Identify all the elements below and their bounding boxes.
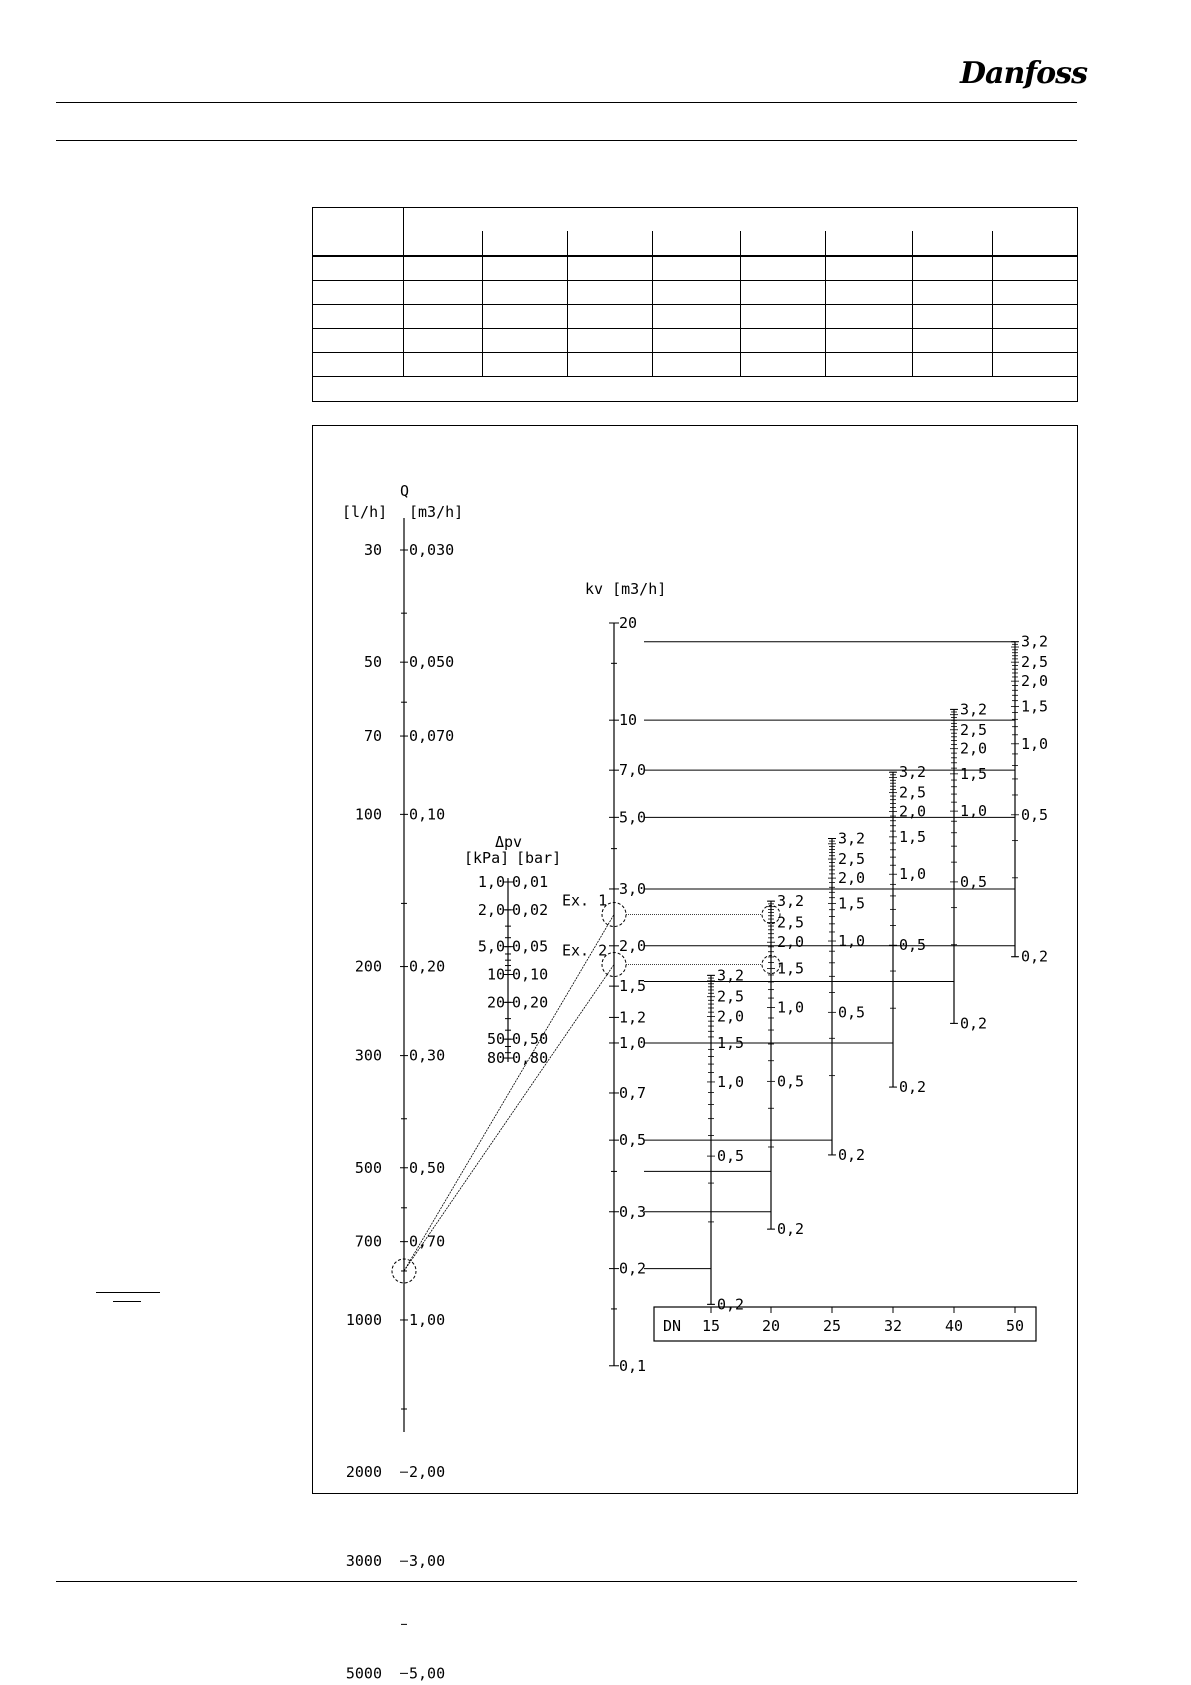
kv-axis-label: 20 [619,614,638,632]
dn-scale-label: 1,5 [838,894,866,913]
kv-axis-label: 3,0 [619,879,647,898]
flow-axis-label-lh: 5000 [345,1664,382,1683]
dn-scale-label: 2,5 [777,913,805,932]
dp-axis-label-kpa: 1,0 [477,873,505,891]
dn-scale-label: 1,0 [960,802,988,821]
footer-rule [56,1581,1077,1582]
dn-legend-label: DN [663,1317,682,1335]
flow-axis-label-m3h: 3,00 [409,1552,446,1571]
dn-scale-label: 1,0 [717,1072,745,1091]
flow-axis-label-m3h: 0,70 [409,1232,446,1251]
dn-scale-label: 1,0 [899,865,927,884]
flow-axis-label-m3h: 2,00 [409,1463,446,1482]
logo-wordmark: Danfoss [960,56,1087,91]
dn-scale-label: 3,2 [717,966,745,985]
kv-axis-label: 0,7 [619,1083,647,1102]
dn-scale-label: 2,0 [717,1007,745,1026]
dp-axis-label-kpa: 20 [486,993,505,1012]
dn-scale-label: 2,5 [1021,653,1049,672]
dn-scale-label: 2,0 [899,802,927,821]
dp-axis-label-bar: 0,01 [512,873,549,891]
dp-axis-name: Δpv [495,833,523,851]
dn-scale-label: 1,5 [717,1033,745,1052]
dn-scale-label: 2,5 [717,987,745,1006]
dn-scale-label: 1,0 [1021,734,1049,753]
example-label: Ex. 2 [562,941,608,960]
flow-axis-units-left: [l/h] [342,503,388,521]
dn-legend-value: 15 [701,1317,721,1335]
dp-axis-units-left: [kPa] [464,849,510,867]
dn-scale-label: 0,5 [717,1147,745,1166]
dn-scale-label: 0,5 [1021,805,1049,824]
kv-axis-label: 10 [619,711,638,730]
dn-scale-label: 1,5 [777,959,805,978]
flow-axis-label-m3h: 0,30 [409,1046,446,1065]
flow-axis-label-lh: 200 [354,957,382,976]
dn-scale-label: 1,0 [838,932,866,951]
flow-axis-label-m3h: 0,030 [409,541,455,559]
dn-legend-value: 32 [883,1317,903,1335]
dp-axis-label-bar: 0,10 [512,965,549,984]
flow-axis-label-lh: 300 [354,1046,382,1065]
kv-axis-label: 0,3 [619,1202,647,1221]
kv-axis-label: 1,2 [619,1008,647,1027]
dn-legend-value: 50 [1005,1317,1025,1335]
dn-scale-label: 2,0 [777,933,805,952]
dp-axis-label-bar: 0,80 [512,1049,549,1068]
dn-legend-value: 20 [761,1317,781,1335]
flow-axis-label-lh: 3000 [345,1552,382,1571]
flow-axis-label-lh: 500 [354,1158,382,1177]
dp-axis-units-right: [bar] [516,849,562,867]
flow-axis-label-lh: 30 [363,541,382,559]
flow-axis-label-m3h: 0,070 [409,727,455,746]
dn-scale-label: 3,2 [838,829,866,848]
flow-axis-label-lh: 1000 [345,1310,382,1329]
dn-scale-label: 3,2 [960,700,988,719]
dn-legend-value: 25 [822,1317,842,1335]
dn-scale-label: 3,2 [899,763,927,782]
dp-axis-label-kpa: 2,0 [477,900,505,919]
dp-axis-label-kpa: 10 [486,965,505,984]
flow-axis-label-lh: 70 [363,727,382,746]
dn-scale-label: 3,2 [1021,632,1049,651]
flow-axis-label-m3h: 0,20 [409,957,446,976]
dn-scale-label: 2,0 [1021,672,1049,691]
flow-axis-label-lh: 100 [354,805,382,824]
dn-scale-label: 0,2 [717,1295,745,1314]
dn-scale-label: 2,0 [960,739,988,758]
kv-axis-label: 0,5 [619,1131,647,1150]
dn-scale-label: 3,2 [777,892,805,911]
flow-axis-label-lh: 700 [354,1232,382,1251]
dp-axis-label-bar: 0,50 [512,1030,549,1049]
dn-scale-label: 0,5 [960,872,988,891]
dn-scale-label: 0,2 [960,1014,988,1033]
kv-axis-label: 5,0 [619,808,647,827]
flow-axis-units-right: [m3/h] [409,503,464,521]
dn-scale-label: 0,2 [1021,947,1049,966]
dn-scale-label: 0,5 [899,936,927,955]
dp-axis-label-kpa: 5,0 [477,937,505,956]
dn-scale-label: 0,5 [777,1072,805,1091]
dn-scale-label: 0,2 [899,1078,927,1097]
dn-scale-label: 0,5 [838,1003,866,1022]
dn-scale-label: 1,0 [777,998,805,1017]
flow-axis-label-m3h: 0,10 [409,805,446,824]
dn-legend-value: 40 [944,1317,964,1335]
dn-scale-label: 0,2 [777,1220,805,1239]
dp-axis-label-kpa: 50 [486,1030,505,1049]
dn-scale-label: 0,2 [838,1145,866,1164]
dp-axis-label-bar: 0,05 [512,937,549,956]
flow-axis-label-lh: 50 [363,653,382,672]
dp-axis-label-bar: 0,20 [512,993,549,1012]
example-connector-line [404,965,614,1271]
dp-axis-label-kpa: 80 [486,1049,505,1068]
flow-axis-label-lh: 2000 [345,1463,382,1482]
flow-axis-label-m3h: 0,050 [409,653,455,672]
kv-axis-label: 0,1 [619,1356,647,1375]
flow-axis-name: Q [400,482,410,500]
flow-axis-label-m3h: 5,00 [409,1664,446,1683]
dn-scale-label: 2,0 [838,869,866,888]
kv-axis-label: 2,0 [619,936,647,955]
kv-axis-label: 1,5 [619,977,647,996]
kv-axis-label: 1,0 [619,1033,647,1052]
kv-axis-label: 0,2 [619,1259,647,1278]
kv-axis-label: 7,0 [619,761,647,780]
dn-scale-label: 1,5 [1021,697,1049,716]
dn-scale-label: 2,5 [838,850,866,869]
dp-axis-label-bar: 0,02 [512,900,549,919]
flow-axis-label-m3h: 1,00 [409,1310,446,1329]
dn-scale-label: 1,5 [899,827,927,846]
dn-scale-label: 2,5 [899,783,927,802]
flow-axis-label-m3h: 0,50 [409,1158,446,1177]
example-label: Ex. 1 [562,891,608,910]
kv-axis-name: kv [m3/h] [585,580,667,598]
dn-scale-label: 1,5 [960,764,988,783]
dn-scale-label: 2,5 [960,720,988,739]
